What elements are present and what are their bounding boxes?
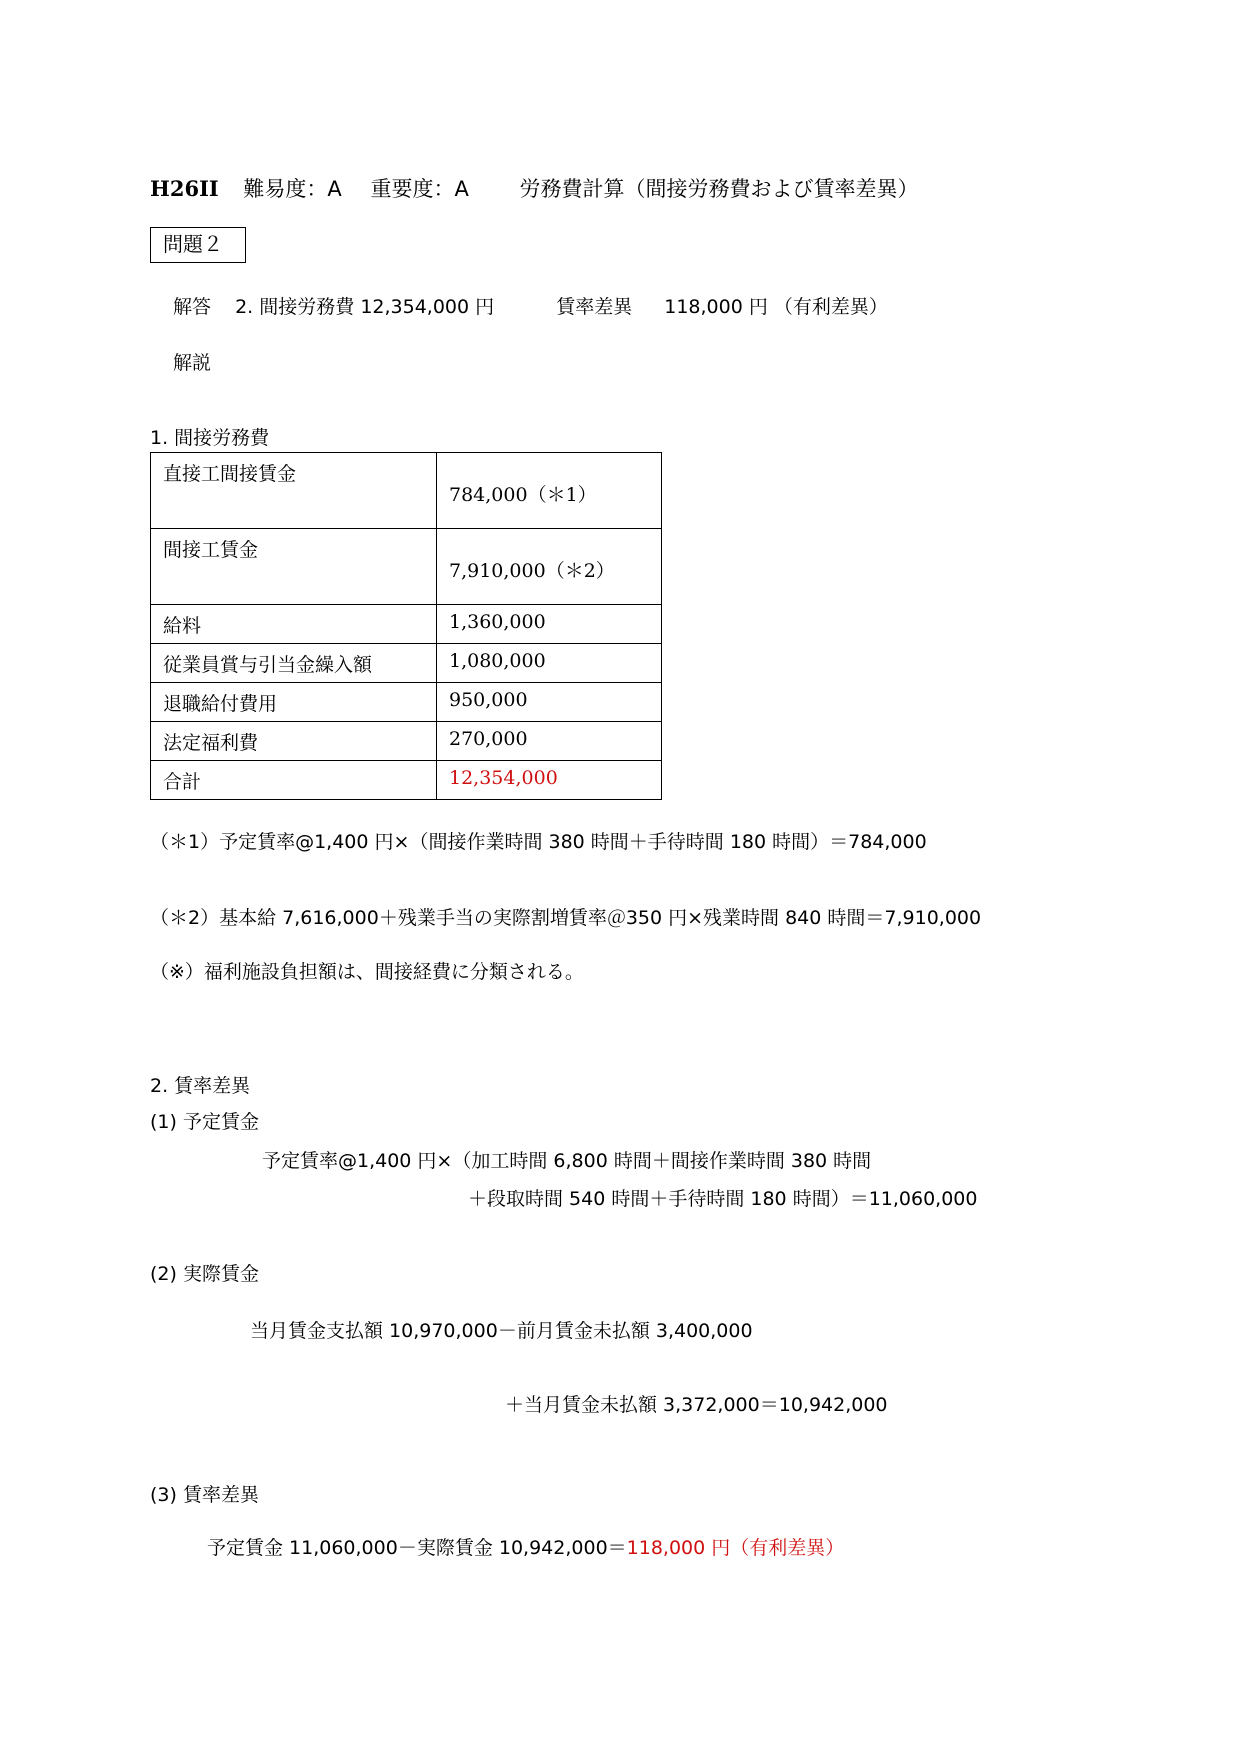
variance-calc-line (207, 1533, 844, 1560)
planned-wage-calc-line2: ＋段取時間 540 時間＋手待時間 180 時間）＝11,060,000 (468, 1188, 978, 1210)
answer-item-number: 2. (235, 296, 254, 318)
difficulty-label: 難易度：A (243, 177, 342, 201)
subsection-2-title: (2) 実際賃金 (150, 1263, 259, 1285)
subsection-1-title: (1) 予定賃金 (150, 1111, 259, 1133)
section2-title: 2. 賃率差異 (150, 1075, 251, 1097)
importance-label: 重要度：A (370, 177, 469, 201)
answer-variance-value: 118,000 円 (664, 296, 768, 318)
row-label: 間接工賃金 (151, 529, 437, 605)
table-row (151, 722, 662, 761)
row-value: 784,000（＊1） (437, 453, 662, 529)
row-value: 950,000 (437, 683, 662, 722)
table-row (151, 605, 662, 644)
row-value: 270,000 (437, 722, 662, 761)
table-row (151, 453, 662, 529)
problem-code: H26II (150, 176, 219, 201)
total-label: 合計 (151, 761, 437, 800)
row-value: 1,080,000 (437, 644, 662, 683)
document-header (150, 173, 919, 203)
indirect-labor-table (150, 452, 662, 800)
row-value: 7,910,000（＊2） (437, 529, 662, 605)
answer-label: 解答 (173, 296, 212, 318)
footnote-2: （＊2）基本給 7,616,000＋残業手当の実際割増賃率＠350 円×残業時間 840 時間＝7,910,000 (150, 907, 982, 929)
total-value: 12,354,000 (437, 761, 662, 800)
row-label: 直接工間接賃金 (151, 453, 437, 529)
answer-indirect-label: 間接労務費 (259, 296, 355, 318)
topic-title: 労務費計算（間接労務費および賃率差異） (519, 177, 919, 201)
subsection-3-title: (3) 賃率差異 (150, 1484, 259, 1506)
variance-result: 118,000 円（有利差異） (626, 1537, 845, 1559)
row-value: 1,360,000 (437, 605, 662, 644)
table-total-row (151, 761, 662, 800)
table-row (151, 529, 662, 605)
row-label: 従業員賞与引当金繰入額 (151, 644, 437, 683)
section1-title: 1. 間接労務費 (150, 427, 270, 449)
table-row (151, 644, 662, 683)
answer-variance-label: 賃率差異 (556, 296, 633, 318)
answer-line (173, 292, 888, 319)
explanation-label: 解説 (173, 352, 212, 374)
answer-indirect-value: 12,354,000 円 (360, 296, 495, 318)
actual-wage-calc-line1: 当月賃金支払額 10,970,000－前月賃金未払額 3,400,000 (250, 1320, 753, 1342)
footnote-3: （※）福利施設負担額は、間接経費に分類される。 (150, 961, 584, 983)
row-label: 法定福利費 (151, 722, 437, 761)
problem-number-box: 問題２ (150, 227, 246, 263)
table-row (151, 683, 662, 722)
row-label: 給料 (151, 605, 437, 644)
actual-wage-calc-line2: ＋当月賃金未払額 3,372,000＝10,942,000 (505, 1394, 888, 1416)
variance-calc-prefix: 予定賃金 11,060,000－実際賃金 10,942,000＝ (207, 1537, 627, 1559)
planned-wage-calc-line1: 予定賃率@1,400 円×（加工時間 6,800 時間＋間接作業時間 380 時間 (262, 1150, 872, 1172)
row-label: 退職給付費用 (151, 683, 437, 722)
answer-variance-note: （有利差異） (773, 296, 888, 318)
footnote-1: （＊1）予定賃率@1,400 円×（間接作業時間 380 時間＋手待時間 180 時間）＝784,000 (150, 831, 927, 853)
